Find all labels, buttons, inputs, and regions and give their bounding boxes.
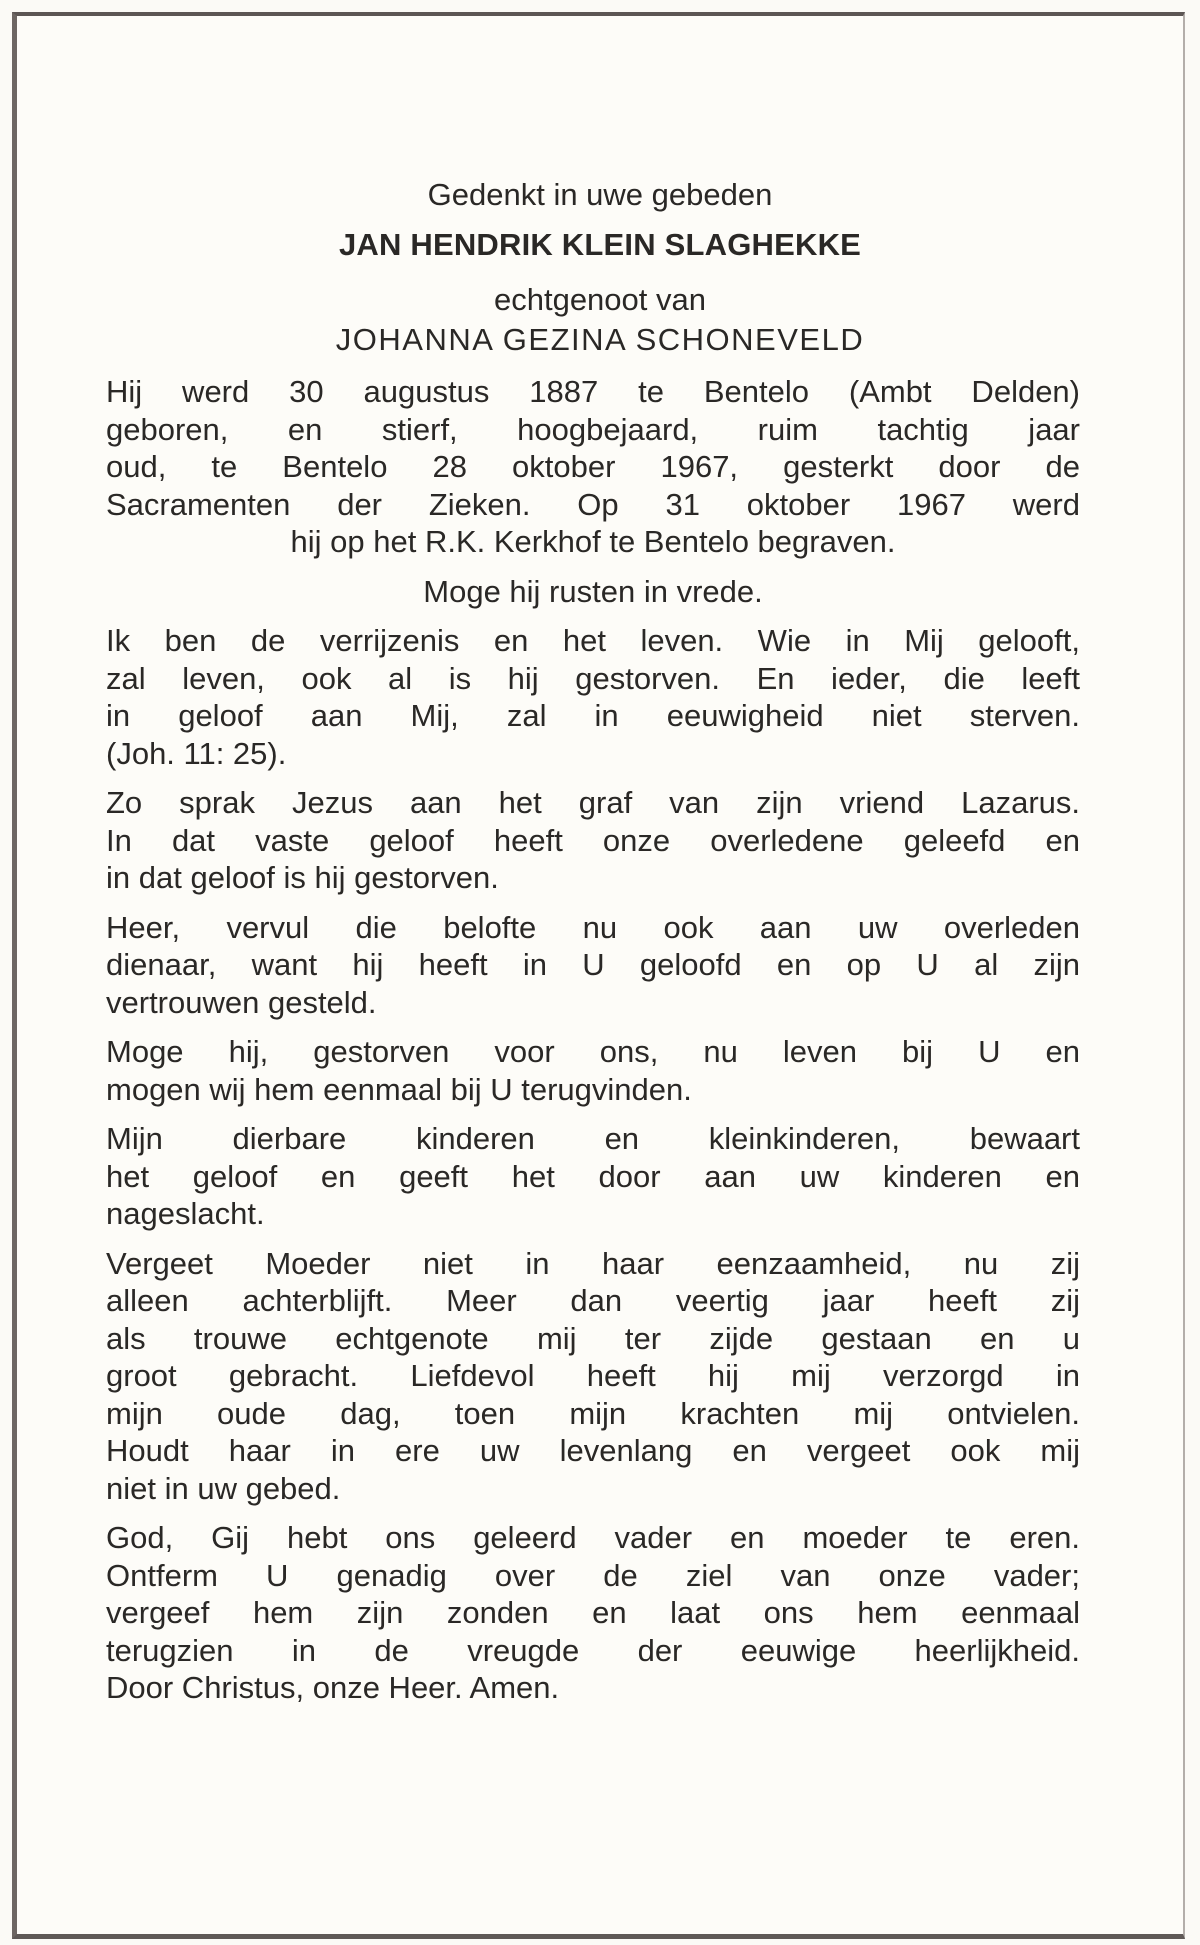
text-line: in dat geloof is hij gestorven.: [106, 860, 499, 895]
text-line: hij op het R.K. Kerkhof te Bentelo begraven.: [290, 524, 896, 559]
text-line: in geloof aan Mij, zal in eeuwigheid niet sterven.: [106, 698, 1080, 733]
text-line: Ontferm U genadig over de ziel van onze vader;: [106, 1557, 1080, 1593]
paragraph: [106, 1245, 1080, 1508]
text-line: Zo sprak Jezus aan het graf van zijn vriend Lazarus.: [106, 785, 1080, 820]
text-line: het geloof en geeft het door aan uw kinderen en: [106, 1158, 1080, 1194]
spouse-name: JOHANNA GEZINA SCHONEVELD: [335, 322, 865, 357]
text-line: zal leven, ook al is hij gestorven. En ieder, die leeft: [106, 660, 1080, 696]
text-line: Door Christus, onze Heer. Amen.: [106, 1670, 560, 1705]
text-line: Heer, vervul die belofte nu ook aan uw overleden: [106, 909, 1080, 945]
text-line: In dat vaste geloof heeft onze overledene geleefd en: [106, 822, 1080, 858]
intro-text: Gedenkt in uwe gebeden: [427, 177, 773, 212]
paragraph: [106, 622, 1080, 772]
text-line: Ik ben de verrijzenis en het leven. Wie in Mij gelooft,: [106, 623, 1080, 658]
text-line: Sacramenten der Zieken. Op 31 oktober 1967 werd: [106, 486, 1080, 522]
text-line: alleen achterblijft. Meer dan veertig jaar heeft zij: [106, 1283, 1080, 1318]
text-line: mogen wij hem eenmaal bij U terugvinden.: [106, 1071, 692, 1107]
card-header: [0, 172, 1200, 360]
text-line: niet in uw gebed.: [106, 1470, 341, 1506]
text-line: Vergeet Moeder niet in haar eenzaamheid, nu zij: [106, 1245, 1080, 1281]
text-line: nageslacht.: [106, 1196, 265, 1231]
paragraph: [106, 573, 1080, 611]
text-line: mijn oude dag, toen mijn krachten mij ontvielen.: [106, 1395, 1080, 1431]
text-line: als trouwe echtgenote mij ter zijde gestaan en u: [106, 1320, 1080, 1356]
text-line: Houdt haar in ere uw levenlang en vergeet ook mij: [106, 1433, 1080, 1468]
text-line: groot gebracht. Liefdevol heeft hij mij verzorgd in: [106, 1358, 1080, 1393]
text-line: vertrouwen gesteld.: [106, 984, 377, 1020]
paragraph: [106, 1519, 1080, 1707]
text-line: geboren, en stierf, hoogbejaard, ruim tachtig jaar: [106, 411, 1080, 447]
paragraph: [106, 784, 1080, 897]
deceased-name: JAN HENDRIK KLEIN SLAGHEKKE: [338, 227, 862, 262]
card-body: [106, 373, 1080, 1719]
text-line: Mijn dierbare kinderen en kleinkinderen, bewaart: [106, 1121, 1080, 1156]
text-line: (Joh. 11: 25).: [106, 735, 287, 771]
text-line: Moge hij, gestorven voor ons, nu leven bij U en: [106, 1034, 1080, 1069]
text-line: God, Gij hebt ons geleerd vader en moeder te eren.: [106, 1520, 1080, 1555]
text-line: vergeef hem zijn zonden en laat ons hem eenmaal: [106, 1595, 1080, 1630]
paragraph: [106, 1033, 1080, 1108]
relation-text: echtgenoot van: [493, 282, 706, 317]
text-line: oud, te Bentelo 28 oktober 1967, gesterkt door de: [106, 449, 1080, 484]
paragraph: [106, 1120, 1080, 1233]
paragraph: [106, 909, 1080, 1022]
text-line: terugzien in de vreugde der eeuwige heerlijkheid.: [106, 1632, 1080, 1668]
text-line: Hij werd 30 augustus 1887 te Bentelo (Ambt Delden): [106, 374, 1080, 409]
text-line: dienaar, want hij heeft in U geloofd en op U al zijn: [106, 947, 1080, 982]
paragraph: [106, 373, 1080, 561]
text-line: Moge hij rusten in vrede.: [423, 573, 763, 609]
